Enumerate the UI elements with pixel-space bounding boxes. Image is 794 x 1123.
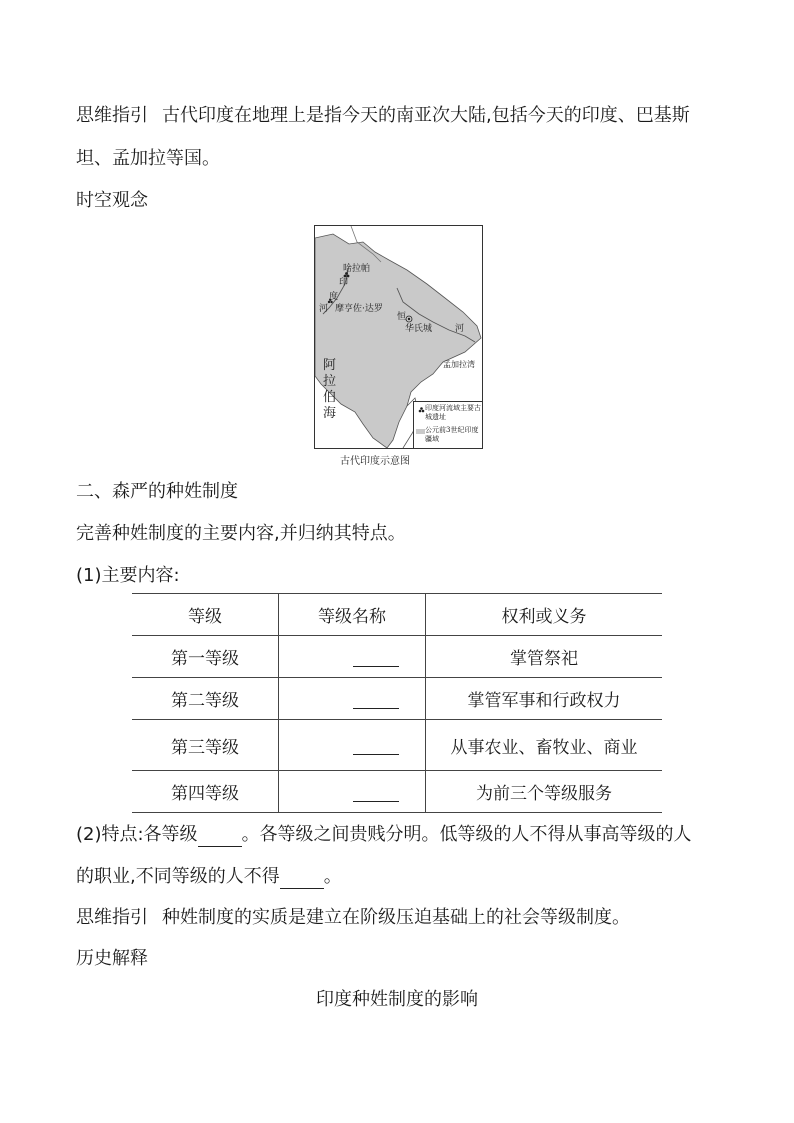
row-name-blank[interactable] [279,771,426,813]
row-duty: 掌管祭祀 [426,636,663,678]
guidance-paragraph-2 [76,906,630,930]
row-level: 第四等级 [132,771,279,813]
center-title: 印度种姓制度的影响 [316,989,478,1010]
legend-ruins-label: 印度河流域主要古城遗址 [425,404,481,421]
label-mohenjo-daro: 摩亨佐·达罗 [335,304,383,314]
row-name-blank[interactable] [279,720,426,771]
label-yin: 印 [339,278,349,288]
map-legend [413,401,482,448]
guidance-text: 古代印度在地理上是指今天的南亚次大陆,包括今天的印度、巴基斯 [162,105,690,126]
row-name-blank[interactable] [279,678,426,720]
label-harappa: 哈拉帕 [343,264,371,274]
task-instruction: 完善种姓制度的主要内容,并归纳其特点。 [76,523,406,544]
fill-in-blank[interactable] [198,828,242,847]
guidance-label: 思维指引 [76,105,148,126]
row-duty: 为前三个等级服务 [426,771,663,813]
row-level: 第一等级 [132,636,279,678]
caste-table [132,593,662,813]
table-row [132,636,662,678]
features-text-a: (2)特点:各等级 [76,824,198,845]
label-pataliputra: 华氏城 [405,324,433,334]
features-text-d: 。 [323,866,342,887]
guidance-text-continued: 坦、孟加拉等国。 [76,148,220,169]
table-header-row [132,594,662,636]
features-line-1 [76,823,692,847]
guidance-paragraph-1 [76,104,690,128]
header-name: 等级名称 [279,594,426,636]
table-row [132,771,662,813]
map-caption: 古代印度示意图 [340,456,410,467]
row-name-blank[interactable] [279,636,426,678]
main-content-label: (1)主要内容: [76,565,180,586]
fill-in-blank[interactable] [280,870,324,889]
fill-in-blank[interactable] [353,648,399,667]
label-du: 度 [329,292,339,302]
header-duty: 权利或义务 [426,594,663,636]
row-level: 第二等级 [132,678,279,720]
legend-territory-label: 公元前3世纪印度疆域 [425,426,479,443]
row-duty: 掌管军事和行政权力 [426,678,663,720]
label-he-indus: 河 [319,304,329,314]
label-he-ganges: 河 [455,324,465,334]
features-text-b: 。各等级之间贵贱分明。低等级的人不得从事高等级的人 [241,824,692,845]
heading-spacetime: 时空观念 [76,190,148,211]
header-level: 等级 [132,594,279,636]
features-line-2 [76,865,342,889]
guidance-label: 思维指引 [76,907,148,928]
table-row [132,720,662,771]
row-duty: 从事农业、畜牧业、商业 [426,720,663,771]
heading-history: 历史解释 [76,948,148,969]
fill-in-blank[interactable] [353,736,399,755]
fill-in-blank[interactable] [353,690,399,709]
features-text-c: 的职业,不同等级的人不得 [76,866,280,887]
fill-in-blank[interactable] [353,783,399,802]
table-row [132,678,662,720]
row-level: 第三等级 [132,720,279,771]
label-bay-of-bengal: 孟加拉湾 [443,360,475,369]
label-arabian-sea: 阿 拉 伯 海 [323,358,337,421]
guidance-text: 种姓制度的实质是建立在阶级压迫基础上的社会等级制度。 [162,907,630,928]
section-2-title: 二、森严的种姓制度 [76,481,238,502]
label-heng: 恒 [397,312,407,322]
ancient-india-map [314,225,483,449]
